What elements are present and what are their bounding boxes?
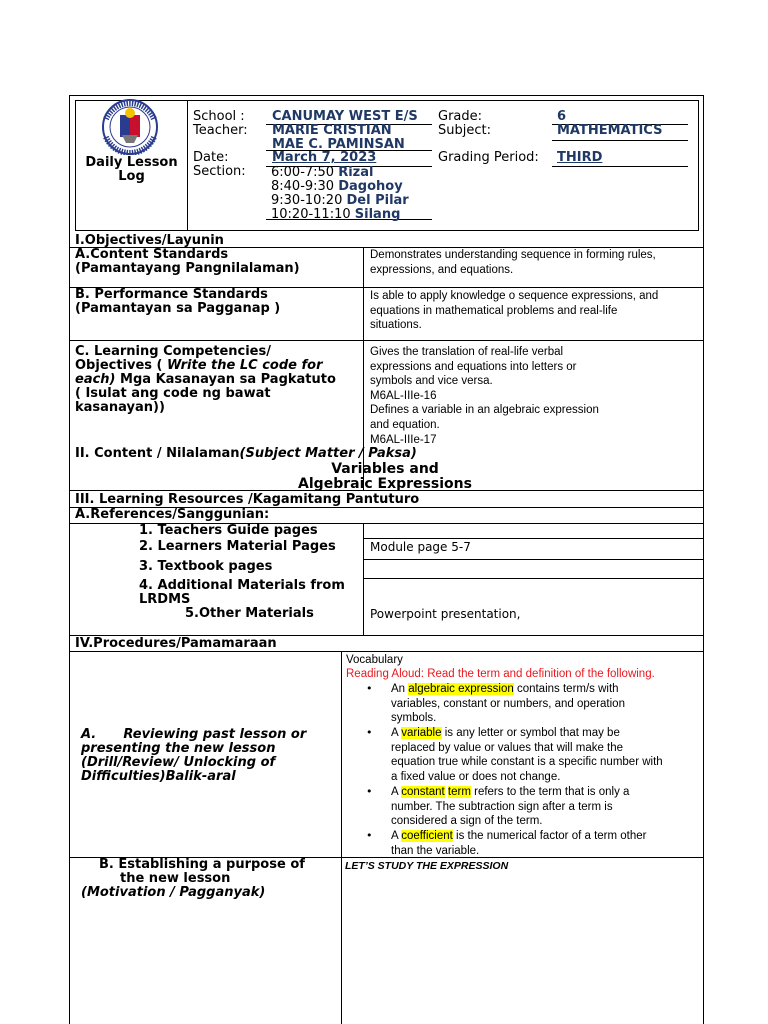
grading-period-label: Grading Period: <box>438 150 539 165</box>
references-label: A.References/Sanggunian: <box>75 507 270 522</box>
performance-standards-label: B. Performance Standards (Pamantayan sa Pagganap ) <box>75 287 281 316</box>
bullet-icon: • <box>366 829 373 842</box>
section-label: Section: <box>193 164 246 179</box>
school-value: CANUMAY WEST E/S <box>272 109 418 124</box>
procedure-b-content: LET’S STUDY THE EXPRESSION <box>345 860 509 872</box>
learning-competencies-label: C. Learning Competencies/ Objectives ( Write the LC code for each) Mga Kasanayan sa Pagkatuto ( Isulat ang code ng bawat kasanayan)) <box>75 344 336 415</box>
procedures-heading: IV.Procedures/Pamamaraan <box>75 636 277 651</box>
performance-standards-text: Is able to apply knowledge o sequence expressions, and equations in mathematical problems and real-life situations. <box>370 290 659 332</box>
section-row: 10:20-11:10 Silang <box>271 207 401 222</box>
objectives-heading: I.Objectives/Layunin <box>75 233 224 248</box>
date-label: Date: <box>193 150 229 165</box>
school-label: School : <box>193 109 245 124</box>
section-schedule <box>271 166 409 222</box>
procedure-a-label: A. Reviewing past lesson or presenting the new lesson (Drill/Review/ Unlocking of Difficulties)Balik-aral <box>81 727 307 784</box>
learning-competencies-text: Gives the translation of real-life verbal expressions and equations into letters or symbols and vice versa. M6AL-IIIe-16 Defines a variable in an algebraic expression and equation. M6AL-IIIe-17 <box>370 346 599 446</box>
teacher-label: Teacher: <box>193 123 248 138</box>
reading-aloud-instruction: Reading Aloud: Read the term and definition of the following. <box>346 668 655 680</box>
vocabulary-label: Vocabulary <box>346 654 403 666</box>
subject-value: MATHEMATICS <box>557 123 663 138</box>
additional-materials-label: 4. Additional Materials from LRDMS <box>139 578 345 607</box>
bullet-icon: • <box>366 785 373 798</box>
procedure-b-label: B. Establishing a purpose of the new lesson (Motivation / Pagganyak) <box>81 857 305 900</box>
subject-label: Subject: <box>438 123 491 138</box>
vocab-item-coefficient: A coefficient is the numerical factor of a term other than the variable. <box>391 830 647 857</box>
bullet-icon: • <box>366 726 373 739</box>
vocab-item-algebraic-expression: An algebraic expression contains term/s with variables, constant or numbers, and operation symbols. <box>391 683 625 725</box>
subject-matter-title: Variables and Algebraic Expressions <box>298 461 472 492</box>
section-row: 6:00-7:50 Rizal <box>271 165 374 180</box>
other-materials-label: 5.Other Materials <box>185 606 314 621</box>
bullet-icon: • <box>366 682 373 695</box>
vocab-item-variable: A variable is any letter or symbol that may be replaced by value or values that will make the equation true while constant is a specific number with a fixed value or does not change. <box>391 727 663 783</box>
date-value: March 7, 2023 <box>272 150 377 165</box>
vocab-item-constant-term: A constant term refers to the term that is only a number. The subtraction sign after a term is considered a sign of the term. <box>391 786 630 828</box>
grade-label: Grade: <box>438 109 483 124</box>
learners-material-value: Module page 5-7 <box>370 540 471 554</box>
content-standards-text: Demonstrates understanding sequence in forming rules, expressions, and equations. <box>370 249 656 276</box>
grading-period-value: THIRD <box>557 150 603 165</box>
teacher-value: MARIE CRISTIAN MAE C. PAMINSAN <box>272 123 405 152</box>
deped-seal-logo <box>84 97 176 159</box>
other-materials-value: Powerpoint presentation, <box>370 607 521 621</box>
textbook-label: 3. Textbook pages <box>139 559 273 574</box>
content-standards-label: A.Content Standards (Pamantayang Pangnilalaman) <box>75 247 300 276</box>
grade-value: 6 <box>557 109 567 124</box>
learners-material-label: 2. Learners Material Pages <box>139 539 336 554</box>
learning-resources-heading: III. Learning Resources /Kagamitang Pantuturo <box>75 492 420 507</box>
content-heading: II. Content / Nilalaman(Subject Matter / Paksa) <box>75 446 417 461</box>
section-row: 8:40-9:30 Dagohoy <box>271 179 403 194</box>
teachers-guide-label: 1. Teachers Guide pages <box>139 523 318 538</box>
page-title: Daily Lesson Log <box>85 155 178 184</box>
section-row: 9:30-10:20 Del Pilar <box>271 193 409 208</box>
